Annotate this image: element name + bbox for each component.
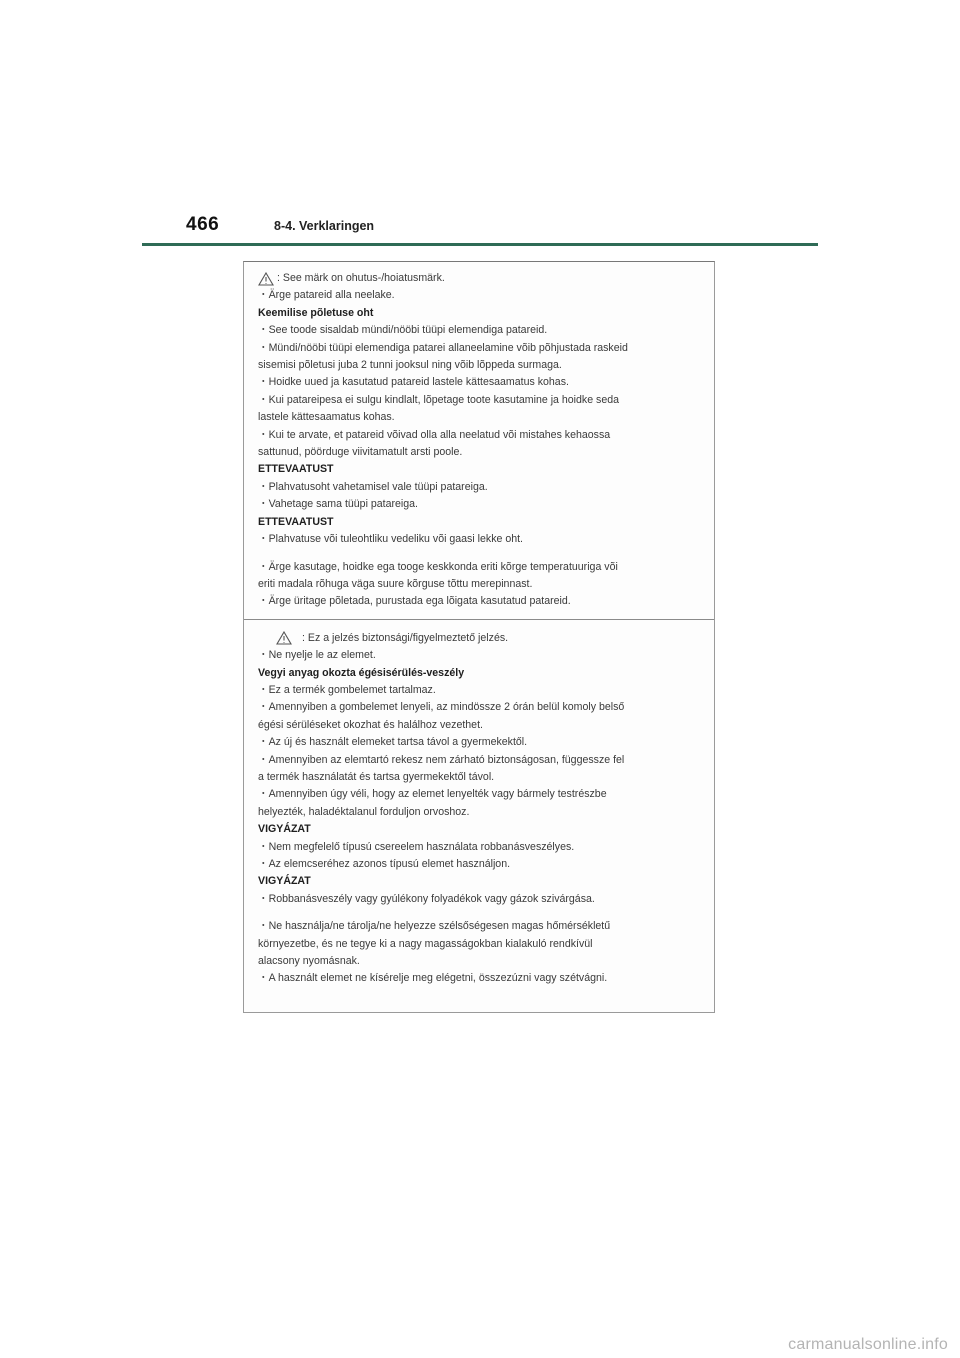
body-line: ・Ärge üritage põletada, purustada ega lõigata kasutatud patareid. bbox=[258, 595, 571, 608]
body-line: égési sérüléseket okozhat és halálhoz vezethet. bbox=[258, 718, 483, 731]
hazard-heading: Vegyi anyag okozta égésisérülés-veszély bbox=[258, 666, 465, 679]
section-title: 8-4. Verklaringen bbox=[274, 219, 375, 233]
caution-heading: ETTEVAATUST bbox=[258, 515, 334, 528]
body-line: ・Nem megfelelő típusú csereelem használata robbanásveszélyes. bbox=[258, 840, 575, 853]
warning-mark-text: : See märk on ohutus-/hoiatusmärk. bbox=[277, 272, 445, 284]
header-rule bbox=[142, 243, 818, 246]
watermark: carmanualsonline.info bbox=[788, 1336, 948, 1353]
scanned-warning-label bbox=[243, 261, 715, 1013]
body-line: ・Ne nyelje le az elemet. bbox=[258, 649, 376, 662]
caution-heading: VIGYÁZAT bbox=[258, 823, 311, 836]
body-line: ・Az új és használt elemeket tartsa távol a gyermekektől. bbox=[258, 736, 528, 749]
body-line: a termék használatát és tartsa gyermekektől távol. bbox=[258, 770, 495, 783]
caution-heading: ETTEVAATUST bbox=[258, 463, 334, 476]
body-line: ・Ez a termék gombelemet tartalmaz. bbox=[258, 683, 436, 696]
body-line: ・Hoidke uued ja kasutatud patareid lastele kättesaamatus kohas. bbox=[258, 376, 569, 389]
hazard-heading: Keemilise põletuse oht bbox=[258, 306, 374, 319]
body-line: ・Amennyiben a gombelemet lenyeli, az mindössze 2 órán belül komoly belső bbox=[258, 701, 625, 714]
body-line: ・Amennyiben az elemtartó rekesz nem zárható biztonságosan, függessze fel bbox=[258, 753, 625, 766]
body-line: ・Mündi/nööbi tüüpi elemendiga patarei allaneelamine võib põhjustada raskeid bbox=[258, 341, 628, 354]
body-line: ・Vahetage sama tüüpi patareiga. bbox=[258, 498, 418, 511]
body-line: sisemisi põletusi juba 2 tunni jooksul ning võib lõppeda surmaga. bbox=[258, 359, 562, 372]
caution-heading: VIGYÁZAT bbox=[258, 875, 311, 888]
body-line: eriti madala rõhuga väga suure kõrguse tõttu merepinnast. bbox=[258, 577, 533, 590]
estonian-section bbox=[244, 262, 714, 611]
warning-triangle-icon bbox=[258, 272, 274, 286]
body-line: helyezték, haladéktalanul forduljon orvoshoz. bbox=[258, 805, 470, 818]
body-line: ・Plahvatusoht vahetamisel vale tüüpi patareiga. bbox=[258, 480, 488, 493]
warning-mark-text: : Ez a jelzés biztonsági/figyelmeztető jelzés. bbox=[302, 631, 509, 644]
body-line: sattunud, pöörduge viivitamatult arsti poole. bbox=[258, 446, 463, 459]
warning-mark-row bbox=[258, 270, 700, 287]
body-line: ・A használt elemet ne kísérelje meg elégetni, összezúzni vagy szétvágni. bbox=[258, 972, 608, 985]
body-line: ・Ne használja/ne tárolja/ne helyezze szélsőségesen magas hőmérsékletű bbox=[258, 920, 611, 933]
body-line: ・Robbanásveszély vagy gyúlékony folyadékok vagy gázok szivárgása. bbox=[258, 892, 595, 905]
body-line: ・Kui patareipesa ei sulgu kindlalt, lõpetage toote kasutamine ja hoidke seda bbox=[258, 393, 620, 406]
body-line: ・See toode sisaldab mündi/nööbi tüüpi elemendiga patareid. bbox=[258, 324, 548, 337]
body-line: ・Az elemcseréhez azonos típusú elemet használjon. bbox=[258, 858, 511, 870]
body-line: környezetbe, és ne tegye ki a nagy magasságokban kialakuló rendkívül bbox=[258, 937, 593, 950]
body-line: alacsony nyomásnak. bbox=[258, 955, 360, 968]
page-number: 466 bbox=[186, 214, 220, 235]
hungarian-section bbox=[244, 619, 714, 988]
warning-triangle-icon bbox=[276, 631, 292, 645]
warning-mark-row bbox=[258, 630, 700, 647]
body-line: ・Kui te arvate, et patareid võivad olla alla neelatud või mistahes kehaossa bbox=[258, 428, 611, 441]
body-line: ・Ärge kasutage, hoidke ega tooge keskkonda eriti kõrge temperatuuriga või bbox=[258, 560, 618, 573]
body-line: ・Amennyiben úgy véli, hogy az elemet lenyelték vagy bármely testrészbe bbox=[258, 788, 607, 801]
body-line: ・Ärge patareid alla neelake. bbox=[258, 289, 395, 302]
body-line: ・Plahvatuse või tuleohtliku vedeliku või gaasi lekke oht. bbox=[258, 533, 523, 546]
body-line: lastele kättesaamatus kohas. bbox=[258, 411, 395, 424]
